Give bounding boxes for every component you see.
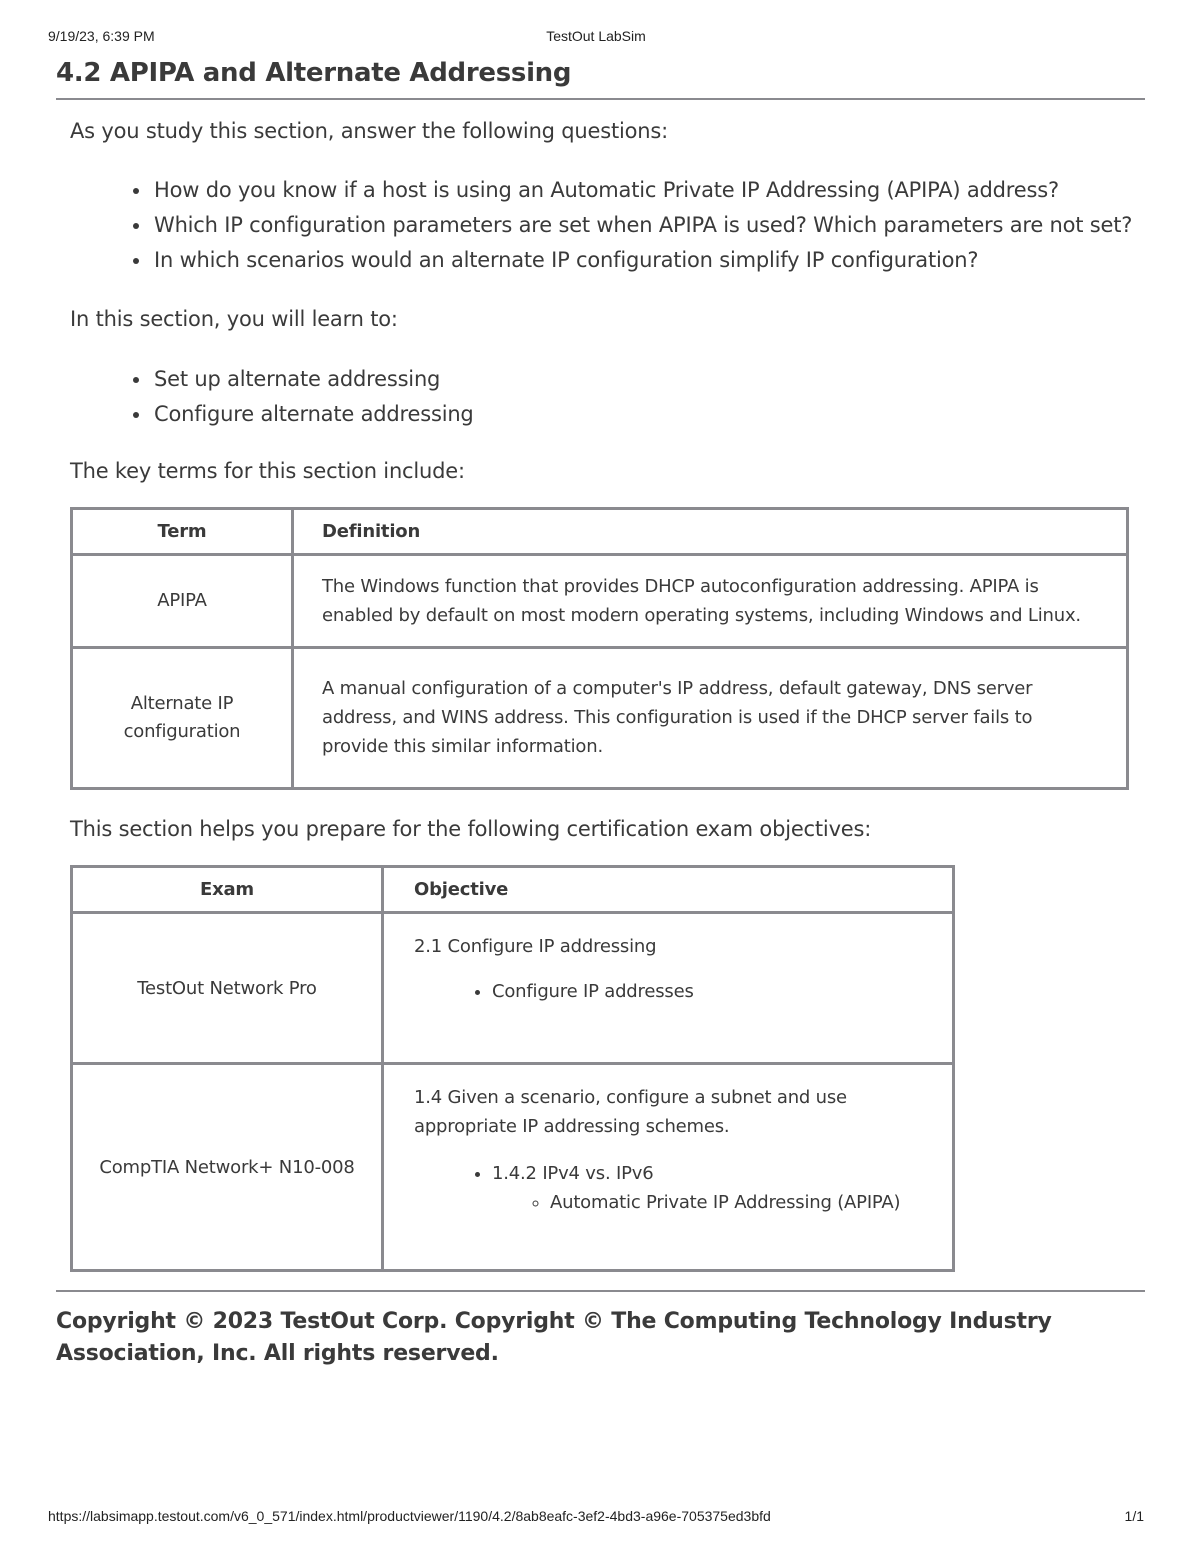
term-cell: [72, 647, 293, 788]
list-item: • Configure alternate addressing: [152, 397, 1145, 432]
exam-cell: CompTIA Network+ N10-008: [72, 1064, 383, 1271]
page-number: 1/1: [1124, 1508, 1144, 1524]
question-list: [56, 173, 1145, 278]
definition-cell: A manual configuration of a computer's IP address, default gateway, DNS server address, and WINS address. This configuration is used if the DHCP server fails to provide this similar information.: [293, 647, 1128, 788]
table-row: [72, 1064, 954, 1271]
objective-bullets: [414, 1159, 922, 1217]
list-item: • Set up alternate addressing: [152, 362, 1145, 397]
column-header-exam: Exam: [72, 867, 383, 913]
list-item: • Configure IP addresses: [492, 977, 922, 1006]
print-url: https://labsimapp.testout.com/v6_0_571/index.html/productviewer/1190/4.2/8ab8eafc-3ef2-4bd3-a96e-705375ed3bfd: [48, 1508, 771, 1524]
table-header-row: [72, 867, 954, 913]
page-title: 4.2 APIPA and Alternate Addressing: [56, 54, 1145, 100]
objective-heading: 2.1 Configure IP addressing: [414, 936, 657, 958]
objective-cell: [383, 913, 954, 1064]
learn-list: [56, 362, 1145, 432]
table-row: [72, 554, 1128, 647]
exam-objectives-table: [70, 865, 955, 1272]
column-header-objective: Objective: [383, 867, 954, 913]
list-item: [492, 1159, 922, 1217]
table-row: [72, 913, 954, 1064]
column-header-definition: Definition: [293, 508, 1128, 554]
copyright-notice: Copyright © 2023 TestOut Corp. Copyright © The Computing Technology Industry Association, Inc. All rights reserved.: [56, 1290, 1145, 1370]
print-datetime: 9/19/23, 6:39 PM: [48, 28, 155, 44]
list-item: • How do you know if a host is using an Automatic Private IP Addressing (APIPA) address?: [152, 173, 1145, 208]
list-item: ◦ Automatic Private IP Addressing (APIPA): [550, 1188, 922, 1217]
exam-cell: TestOut Network Pro: [72, 913, 383, 1064]
document-content: [56, 54, 1145, 1370]
exam-intro: This section helps you prepare for the following certification exam objectives:: [70, 816, 872, 841]
study-intro: As you study this section, answer the following questions:: [70, 119, 669, 143]
learn-intro: In this section, you will learn to:: [70, 307, 398, 332]
objective-bullets: [414, 977, 922, 1006]
column-header-term: Term: [72, 508, 293, 554]
table-row: [72, 647, 1128, 788]
print-site-title: TestOut LabSim: [546, 28, 646, 44]
list-item: • Which IP configuration parameters are set when APIPA is used? Which parameters are not set?: [152, 208, 1145, 243]
objective-sub-bullets: [492, 1188, 922, 1217]
bullet-text: 1.4.2 IPv4 vs. IPv6: [492, 1163, 654, 1185]
list-item: • In which scenarios would an alternate IP configuration simplify IP configuration?: [152, 243, 1145, 278]
terms-intro: The key terms for this section include:: [70, 458, 465, 483]
table-header-row: [72, 508, 1128, 554]
objective-cell: [383, 1064, 954, 1271]
key-terms-table: [70, 507, 1129, 790]
definition-cell: The Windows function that provides DHCP autoconfiguration addressing. APIPA is enabled by default on most modern operating systems, including Windows and Linux.: [293, 554, 1128, 647]
term-text: Alternate IP configuration: [123, 692, 241, 742]
objective-heading: 1.4 Given a scenario, configure a subnet and use appropriate IP addressing schemes.: [414, 1087, 847, 1138]
term-cell: APIPA: [72, 554, 293, 647]
